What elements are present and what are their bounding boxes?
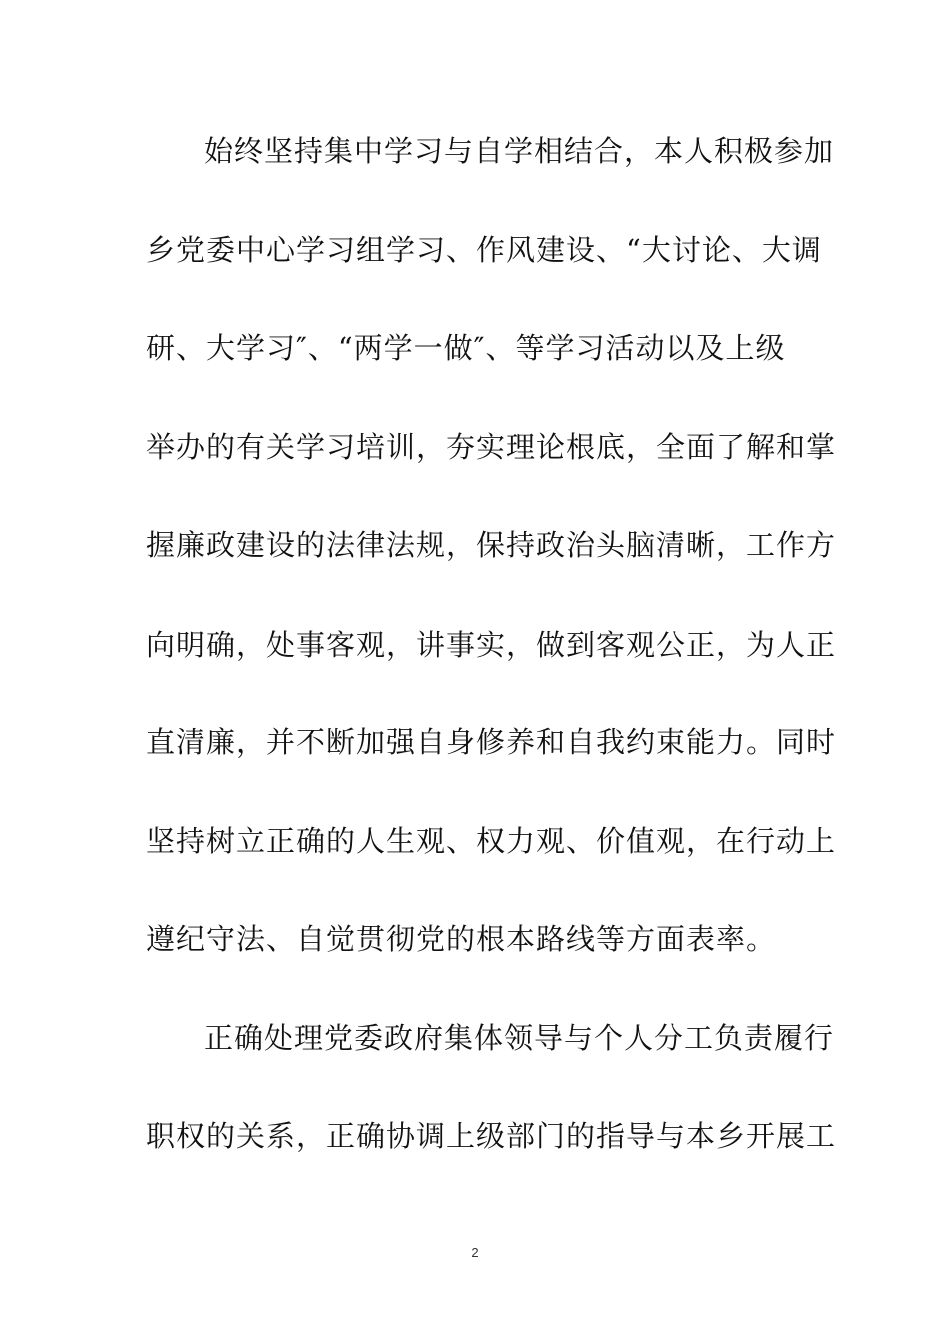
paragraph-2-line-2: 职权的关系，正确协调上级部门的指导与本乡开展工 [146, 1119, 837, 1153]
paragraph-1-line-3: 研、大学习″、“两学一做″、等学习活动以及上级 [146, 331, 786, 365]
paragraph-1-line-7: 直清廉，并不断加强自身修养和自我约束能力。同时 [146, 725, 837, 759]
paragraph-1-line-5: 握廉政建设的法律法规，保持政治头脑清晰，工作方 [146, 528, 837, 562]
paragraph-1-line-8: 坚持树立正确的人生观、权力观、价值观，在行动上 [146, 824, 837, 858]
paragraph-1-line-2: 乡党委中心学习组学习、作风建设、“大讨论、大调 [146, 233, 822, 267]
paragraph-1-line-6: 向明确，处事客观，讲事实，做到客观公正，为人正 [146, 628, 837, 662]
paragraph-1-line-4: 举办的有关学习培训，夯实理论根底，全面了解和掌 [146, 430, 837, 464]
paragraph-2-line-1: 正确处理党委政府集体领导与个人分工负责履行 [204, 1021, 835, 1055]
paragraph-1-line-9: 遵纪守法、自觉贯彻党的根本路线等方面表率。 [146, 922, 777, 956]
page-number: 2 [471, 1245, 479, 1260]
paragraph-1-line-1: 始终坚持集中学习与自学相结合，本人积极参加 [204, 134, 835, 168]
